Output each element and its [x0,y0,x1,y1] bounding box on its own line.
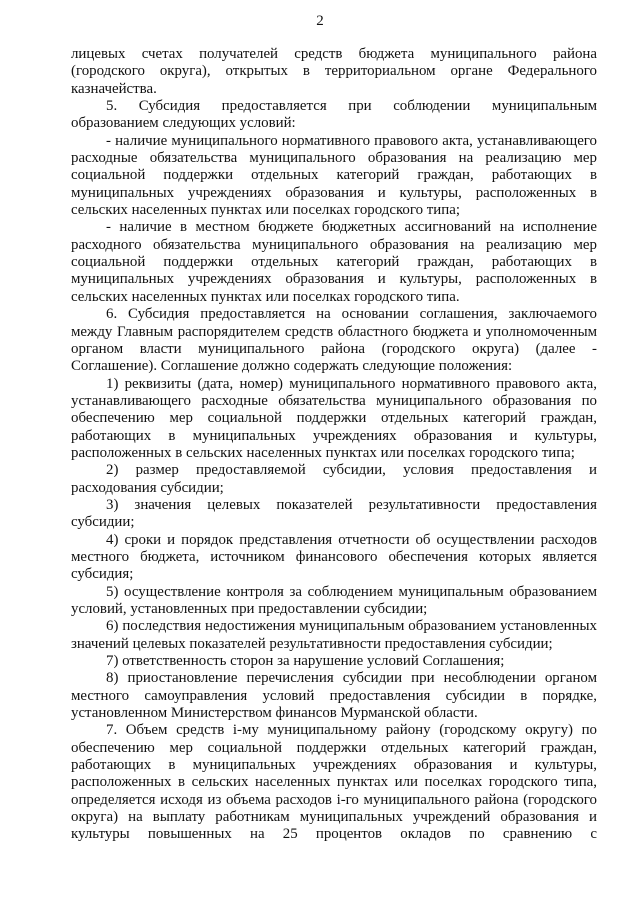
paragraph: лицевых счетах получателей средств бюджета муниципального района (городского округа), открытых в территориальном органе Федерального казначейства. [71,46,597,97]
paragraph: 6. Субсидия предоставляется на основании соглашения, заключаемого между Главным распорядителем средств областного бюджета и уполномоченным органом власти муниципального района (городского округа) (далее - Соглашение). Соглашение должно содержать следующие положения: [71,306,597,375]
paragraph: - наличие в местном бюджете бюджетных ассигнований на исполнение расходного обязательства муниципального образования на реализацию мер социальной поддержки отдельных категорий граждан, работающих в муниципальных учреждениях образования и культуры, расположенных в сельских населенных пунктах или поселках городского типа. [71,219,597,305]
paragraph-continued: 7. Объем средств i-му муниципальному району (городскому округу) по обеспечению мер социальной поддержки отдельных категорий граждан, работающих в муниципальных учреждениях образования и культуры, расположенных в сельских населенных пунктах или поселках городского типа, определяется исходя из объема расходов i-го муниципального района (городского округа) на выплату работникам муниципальных учреждений образования и культуры повышенных на 25 процентов окладов по сравнению с [71,722,597,843]
paragraph: 8) приостановление перечисления субсидии при несоблюдении органом местного самоуправления условий предоставления субсидии в порядке, установленном Министерством финансов Мурманской области. [71,670,597,722]
paragraph: 4) сроки и порядок представления отчетности об осуществлении расходов местного бюджета, источником финансового обеспечения которых является субсидия; [71,531,597,583]
paragraph: 7) ответственность сторон за нарушение условий Соглашения; [106,653,505,670]
paragraph: - наличие муниципального нормативного правового акта, устанавливающего расходные обязательства муниципального образования на реализацию мер социальной поддержки отдельных категорий граждан, работающих в муниципальных учреждениях образования и культуры, расположенных в сельских населенных пунктах или поселках городского типа; [71,132,597,219]
paragraph: 6) последствия недостижения муниципальным образованием установленных значений целевых показателей результативности предоставления субсидии; [71,618,597,652]
paragraph: 5. Субсидия предоставляется при соблюдении муниципальным образованием следующих условий: [71,98,597,132]
page-number: 2 [316,13,324,29]
paragraph: 5) осуществление контроля за соблюдением муниципальным образованием условий, установленных при предоставлении субсидии; [71,583,597,617]
paragraph: 1) реквизиты (дата, номер) муниципального нормативного правового акта, устанавливающего расходные обязательства муниципального образования по обеспечению мер социальной поддержки отдельных категорий граждан, работающих в муниципальных учреждениях образования и культуры, расположенных в сельских населенных пунктах или поселках городского типа; [71,375,597,461]
paragraph: 3) значения целевых показателей результативности предоставления субсидии; [71,496,597,531]
document-body [71,46,597,844]
paragraph: 2) размер предоставляемой субсидии, условия предоставления и расходования субсидии; [71,462,597,496]
